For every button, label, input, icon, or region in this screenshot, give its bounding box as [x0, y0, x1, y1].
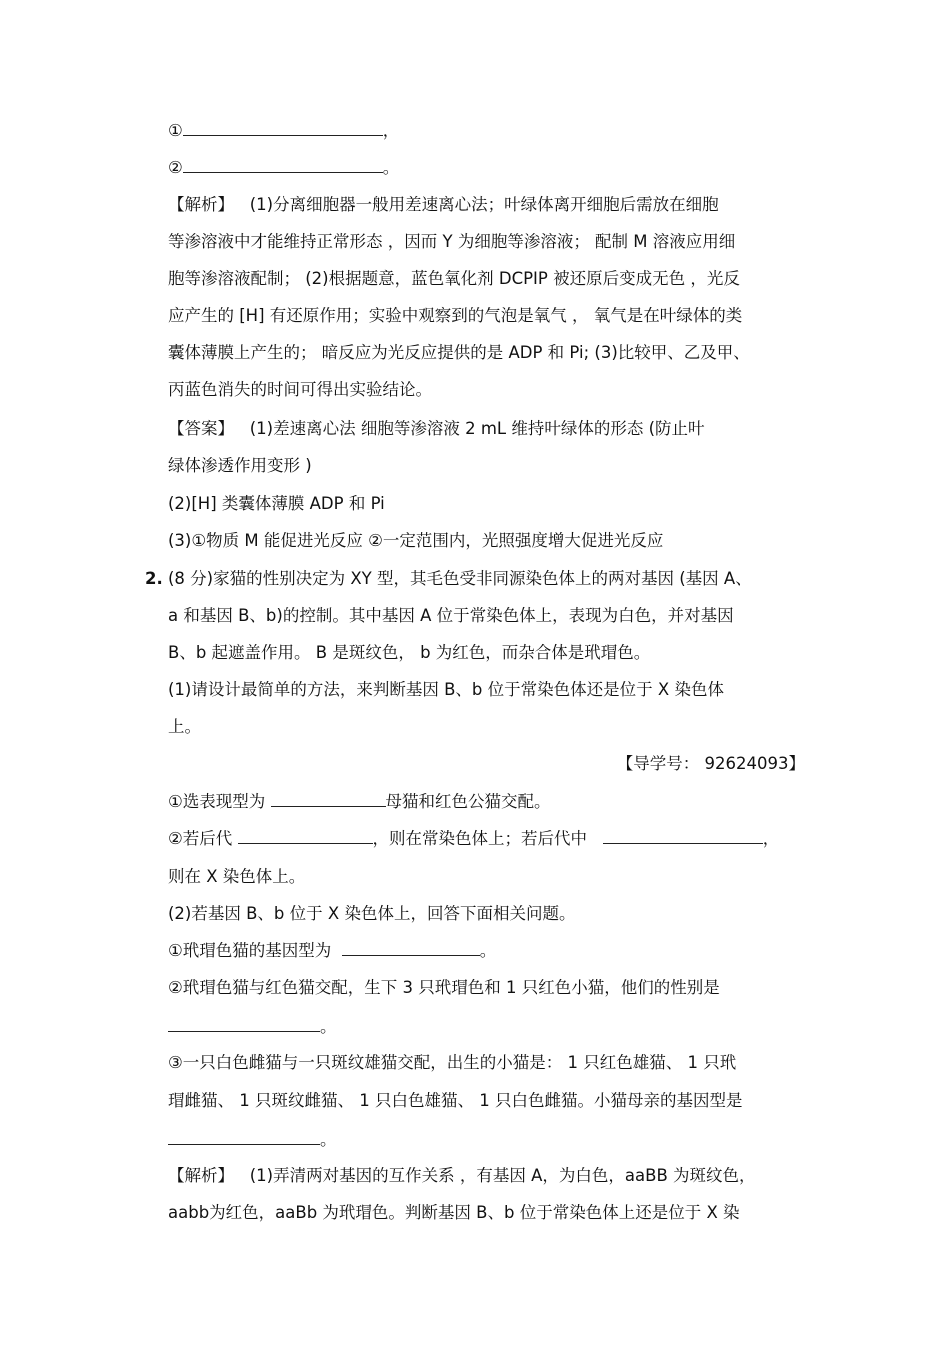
question-2-part-2: (2)若基因 B、b 位于 X 染色体上，回答下面相关问题。 — [168, 904, 576, 923]
fill-blank[interactable] — [183, 157, 383, 173]
fill-blank[interactable] — [271, 791, 386, 807]
question-2-line-2: a 和基因 B、b)的控制。其中基因 A 位于常染色体上，表现为白色，并对基因 — [168, 606, 734, 625]
sub-question-2-line-2: 则在 X 染色体上。 — [168, 867, 306, 886]
analysis-text: (1)分离细胞器一般用差速离心法；叶绿体离开细胞后需放在细胞 — [249, 195, 719, 214]
punctuation: 。 — [320, 1017, 337, 1036]
fill-blank[interactable] — [168, 1129, 320, 1145]
punctuation: 。 — [382, 158, 400, 177]
sub-question-1 — [168, 791, 551, 813]
sub-question-text: ①选表现型为 — [168, 792, 266, 811]
part-2-question-3-blank — [168, 1129, 337, 1151]
analysis-text: (1)弄清两对基因的互作关系 ，有基因 A，为白色，aaBB 为斑纹色， — [249, 1166, 756, 1185]
sub-question-text: 母猫和红色公猫交配。 — [385, 792, 551, 811]
answer-label: 【答案】 — [168, 419, 234, 438]
circled-number-1: ① — [168, 121, 183, 140]
analysis-1-line-6: 丙蓝色消失的时间可得出实验结论。 — [168, 380, 432, 399]
punctuation: 。 — [320, 1130, 337, 1149]
punctuation: 。 — [479, 941, 497, 960]
question-2-line-1 — [145, 568, 752, 590]
fill-blank[interactable] — [342, 940, 480, 956]
punctuation: ， — [382, 121, 400, 140]
fill-blank[interactable] — [168, 1016, 320, 1032]
analysis-label: 【解析】 — [168, 195, 234, 214]
fill-blank[interactable] — [603, 828, 763, 844]
analysis-1-line-5: 囊体薄膜上产生的； 暗反应为光反应提供的是 ADP 和 Pi; (3)比较甲、乙及甲、 — [168, 343, 750, 362]
answer-1-line-1 — [168, 418, 705, 440]
sub-question-2 — [168, 828, 779, 850]
question-2-line-3: B、b 起遮盖作用。 B 是斑纹色， b 为红色，而杂合体是玳瑁色。 — [168, 643, 651, 662]
answer-1-line-3: (2)[H] 类囊体薄膜 ADP 和 Pi — [168, 494, 385, 513]
fill-blank[interactable] — [183, 120, 383, 136]
question-2-part-1-line-2: 上。 — [168, 717, 201, 736]
analysis-1-line-3: 胞等渗溶液配制； (2)根据题意，蓝色氧化剂 DCPIP 被还原后变成无色 ，光反 — [168, 269, 740, 288]
answer-1-line-4: (3)①物质 M 能促进光反应 ②一定范围内，光照强度增大促进光反应 — [168, 531, 664, 550]
analysis-label: 【解析】 — [168, 1166, 234, 1185]
part-2-question-2: ②玳瑁色猫与红色猫交配，生下 3 只玳瑁色和 1 只红色小猫，他们的性别是 — [168, 978, 720, 997]
part-2-question-1 — [168, 940, 496, 962]
part-2-question-3-line-2: 瑁雌猫、 1 只斑纹雌猫、 1 只白色雄猫、 1 只白色雌猫。小猫母亲的基因型是 — [168, 1091, 743, 1110]
sub-question-text: ，则在常染色体上；若后代中 — [372, 829, 588, 848]
question-number: 2. — [145, 569, 163, 588]
question-2-part-1-line-1: (1)请设计最简单的方法，来判断基因 B、b 位于常染色体还是位于 X 染色体 — [168, 680, 724, 699]
circled-number-2: ② — [168, 158, 183, 177]
analysis-1-line-2: 等渗溶液中才能维持正常形态 ，因而 Y 为细胞等渗溶液； 配制 M 溶液应用细 — [168, 232, 736, 251]
analysis-2-line-1 — [168, 1165, 756, 1187]
part-2-question-2-blank — [168, 1016, 337, 1038]
part-2-question-3-line-1: ③一只白色雌猫与一只斑纹雄猫交配，出生的小猫是： 1 只红色雄猫、 1 只玳 — [168, 1053, 737, 1072]
punctuation: ， — [762, 829, 780, 848]
answer-1-line-2: 绿体渗透作用变形 ) — [168, 456, 312, 475]
fill-blank[interactable] — [238, 828, 373, 844]
question-text: (8 分)家猫的性别决定为 XY 型，其毛色受非同源染色体上的两对基因 (基因 A、 — [168, 569, 752, 588]
answer-text: (1)差速离心法 细胞等渗溶液 2 mL 维持叶绿体的形态 (防止叶 — [249, 419, 705, 438]
answer-blank-line-2 — [168, 157, 399, 179]
analysis-1-line-1 — [168, 194, 719, 216]
analysis-2-line-2: aabb为红色，aaBb 为玳瑁色。判断基因 B、b 位于常染色体上还是位于 X 染 — [168, 1203, 740, 1222]
sub-question-text: ②若后代 — [168, 829, 233, 848]
sub-question-text: ①玳瑁色猫的基因型为 — [168, 941, 332, 960]
analysis-1-line-4: 应产生的 [H] 有还原作用；实验中观察到的气泡是氧气 ， 氧气是在叶绿体的类 — [168, 306, 743, 325]
guide-number: 【导学号： 92624093】 — [616, 754, 805, 773]
answer-blank-line-1 — [168, 120, 399, 142]
